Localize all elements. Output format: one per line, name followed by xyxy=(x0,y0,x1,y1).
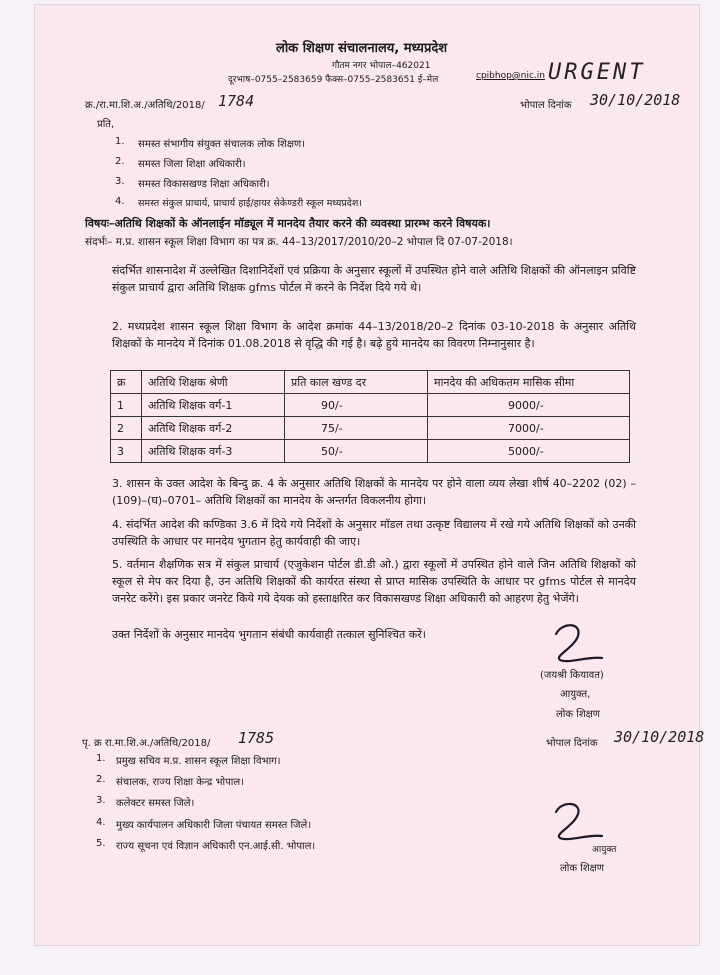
copy-to-text: राज्य सूचना एवं विज्ञान अधिकारी एन.आई.सी. भोपाल। xyxy=(116,841,316,852)
copy-to-number: 2. xyxy=(96,774,106,785)
paragraph-5: 5. वर्तमान शैक्षणिक सत्र में संकुल प्राचार्य (एजुकेशन पोर्टल डी.डी ओ.) द्वारा स्कूलों में उपस्थित होने वाले जिन अतिथि शिक्षकों को स्कूल से मेप कर दिया है, उन अतिथि शिक्षकों की कार्यरत संस्था से प्राप्त मासिक उपस्थिति के आधार पर gfms पोर्टल से मानदेय जनरेट करेंगे। इस प्रकार जनरेट किये गये देयक को हस्ताक्षरित कर विकासखण्ड शिक्षा अधिकारी को आहरण हेतु भेजेंगे। xyxy=(112,558,636,605)
recipient-text: समस्त विकासखण्ड शिक्षा अधिकारी। xyxy=(138,179,270,190)
recipient-text: समस्त संभागीय संयुक्त संचालक लोक शिक्षण। xyxy=(138,139,306,150)
copy-to-number: 4. xyxy=(96,817,106,828)
signature-mark xyxy=(548,620,608,666)
signatory-title: आयुक्त, xyxy=(560,689,591,700)
table-cell: अतिथि शिक्षक वर्ग-2 xyxy=(142,417,285,440)
ref-date-hand: 30/10/2018 xyxy=(590,91,681,109)
table-cell: 90/- xyxy=(285,394,428,417)
signatory-dept: लोक शिक्षण xyxy=(556,709,601,720)
recipient-number: 2. xyxy=(115,156,125,167)
table-header-cell: क्र xyxy=(111,371,142,394)
paragraph-6: उक्त निर्देशों के अनुसार मानदेय भुगतान संबंधी कार्यवाही तत्काल सुनिश्चित करें। xyxy=(112,628,426,641)
paragraph-2: 2. मध्यप्रदेश शासन स्कूल शिक्षा विभाग के आदेश क्रमांक 44–13/2018/20–2 दिनांक 03-10-2018 के अनुसार अतिथि शिक्षकों के मानदेय में दिनांक 01.08.2018 से वृद्धि की गई है। बढ़े हुये मानदेय का विवरण निम्नानुसार है। xyxy=(112,320,636,350)
recipient-text: समस्त संकुल प्राचार्य, प्राचार्य हाई/हायर सेकेण्डरी स्कूल मध्यप्रदेश। xyxy=(138,198,362,209)
endorsement-date-hand: 30/10/2018 xyxy=(614,728,705,746)
office-address: गौतम नगर भोपाल–462021 xyxy=(332,61,431,71)
recipient-number: 3. xyxy=(115,176,125,187)
table-header-cell: प्रति काल खण्ड दर xyxy=(285,371,428,394)
copy-to-text: प्रमुख सचिव म.प्र. शासन स्कूल शिक्षा विभाग। xyxy=(116,756,281,767)
ref-number-label: क्र./रा.मा.शि.अ./अतिथि/2018/ xyxy=(85,100,205,111)
signature-mark xyxy=(548,800,608,844)
table-cell: अतिथि शिक्षक वर्ग-1 xyxy=(142,394,285,417)
paragraph-1: संदर्भित शासनादेश में उल्लेखित दिशानिर्देशों एवं प्रक्रिया के अनुसार स्कूलों में उपस्थित होने वाले अतिथि शिक्षकों की ऑनलाइन प्रविष्टि संकुल प्राचार्य द्वारा अतिथि शिक्षक gfms पोर्टल में करने के निर्देश दिये गये थे। xyxy=(112,264,636,294)
recipient-text: समस्त जिला शिक्षा अधिकारी। xyxy=(138,159,246,170)
table-cell: 9000/- xyxy=(428,394,630,417)
table-cell: 5000/- xyxy=(428,440,630,463)
office-email: cpibhop@nic.in xyxy=(476,71,546,81)
table-cell: 50/- xyxy=(285,440,428,463)
ref-date-label: भोपाल दिनांक xyxy=(520,100,572,111)
urgent-stamp: URGENT xyxy=(548,60,646,85)
table-cell: अतिथि शिक्षक वर्ग-3 xyxy=(142,440,285,463)
table-cell: 2 xyxy=(111,417,142,440)
table-header-cell: अतिथि शिक्षक श्रेणी xyxy=(142,371,285,394)
paragraph-4: 4. संदर्भित आदेश की कण्डिका 3.6 में दिये गये निर्देशों के अनुसार मॉडल तथा उत्कृष्ट विद्यालय में रखे गये अतिथि शिक्षकों को उनकी उपस्थिति के आधार पर मानदेय भुगतान हेतु कार्यवाही की जाए। xyxy=(112,518,636,548)
office-contact: दूरभाष–0755–2583659 फैक्स–0755–2583651 ई–मेल xyxy=(228,75,439,85)
table-cell: 75/- xyxy=(285,417,428,440)
table-row xyxy=(111,394,630,417)
table-cell: 7000/- xyxy=(428,417,630,440)
reference-line: संदर्भः– म.प्र. शासन स्कूल शिक्षा विभाग का पत्र क्र. 44–13/2017/2010/20–2 भोपाल दि 07-07-2018। xyxy=(85,236,513,248)
copy-to-number: 1. xyxy=(96,753,106,764)
endorsement-date-label: भोपाल दिनांक xyxy=(546,738,598,749)
copy-to-text: संचालक, राज्य शिक्षा केन्द्र भोपाल। xyxy=(116,777,244,788)
signatory2-dept: लोक शिक्षण xyxy=(560,863,605,874)
signatory-name: (जयश्री कियावत) xyxy=(540,670,604,681)
copy-to-text: कलेक्टर समस्त जिले। xyxy=(116,798,195,809)
honorarium-table xyxy=(110,370,630,463)
ref-number-hand: 1784 xyxy=(218,92,255,110)
endorsement-number-label: पृ. क्र रा.मा.शि.अ./अतिथि/2018/ xyxy=(82,738,211,749)
recipient-number: 1. xyxy=(115,136,125,147)
table-row xyxy=(111,417,630,440)
to-label: प्रति, xyxy=(97,119,115,130)
table-cell: 3 xyxy=(111,440,142,463)
copy-to-number: 3. xyxy=(96,795,106,806)
table-header-row xyxy=(111,371,630,394)
endorsement-number-hand: 1785 xyxy=(238,729,275,747)
table-header-cell: मानदेय की अधिकतम मासिक सीमा xyxy=(428,371,630,394)
recipient-number: 4. xyxy=(115,196,125,207)
subject-line: विषयः–अतिथि शिक्षकों के ऑनलाईन मॉड्यूल में मानदेय तैयार करने की व्यवस्था प्रारम्भ करने विषयक। xyxy=(85,217,491,230)
table-cell: 1 xyxy=(111,394,142,417)
copy-to-number: 5. xyxy=(96,838,106,849)
copy-to-text: मुख्य कार्यपालन अधिकारी जिला पंचायत समस्त जिले। xyxy=(116,820,312,831)
paragraph-3: 3. शासन के उक्त आदेश के बिन्दु क्र. 4 के अनुसार अतिथि शिक्षकों के मानदेय पर होने वाला व्यय लेखा शीर्ष 40–2202 (02) – (109)–(घ)–0701– अतिथि शिक्षकों का मानदेय के अन्तर्गत विकलनीय होगा। xyxy=(112,477,636,507)
signatory2-title: आयुक्त xyxy=(592,845,617,855)
table-row xyxy=(111,440,630,463)
office-title: लोक शिक्षण संचालनालय, मध्यप्रदेश xyxy=(276,41,448,56)
